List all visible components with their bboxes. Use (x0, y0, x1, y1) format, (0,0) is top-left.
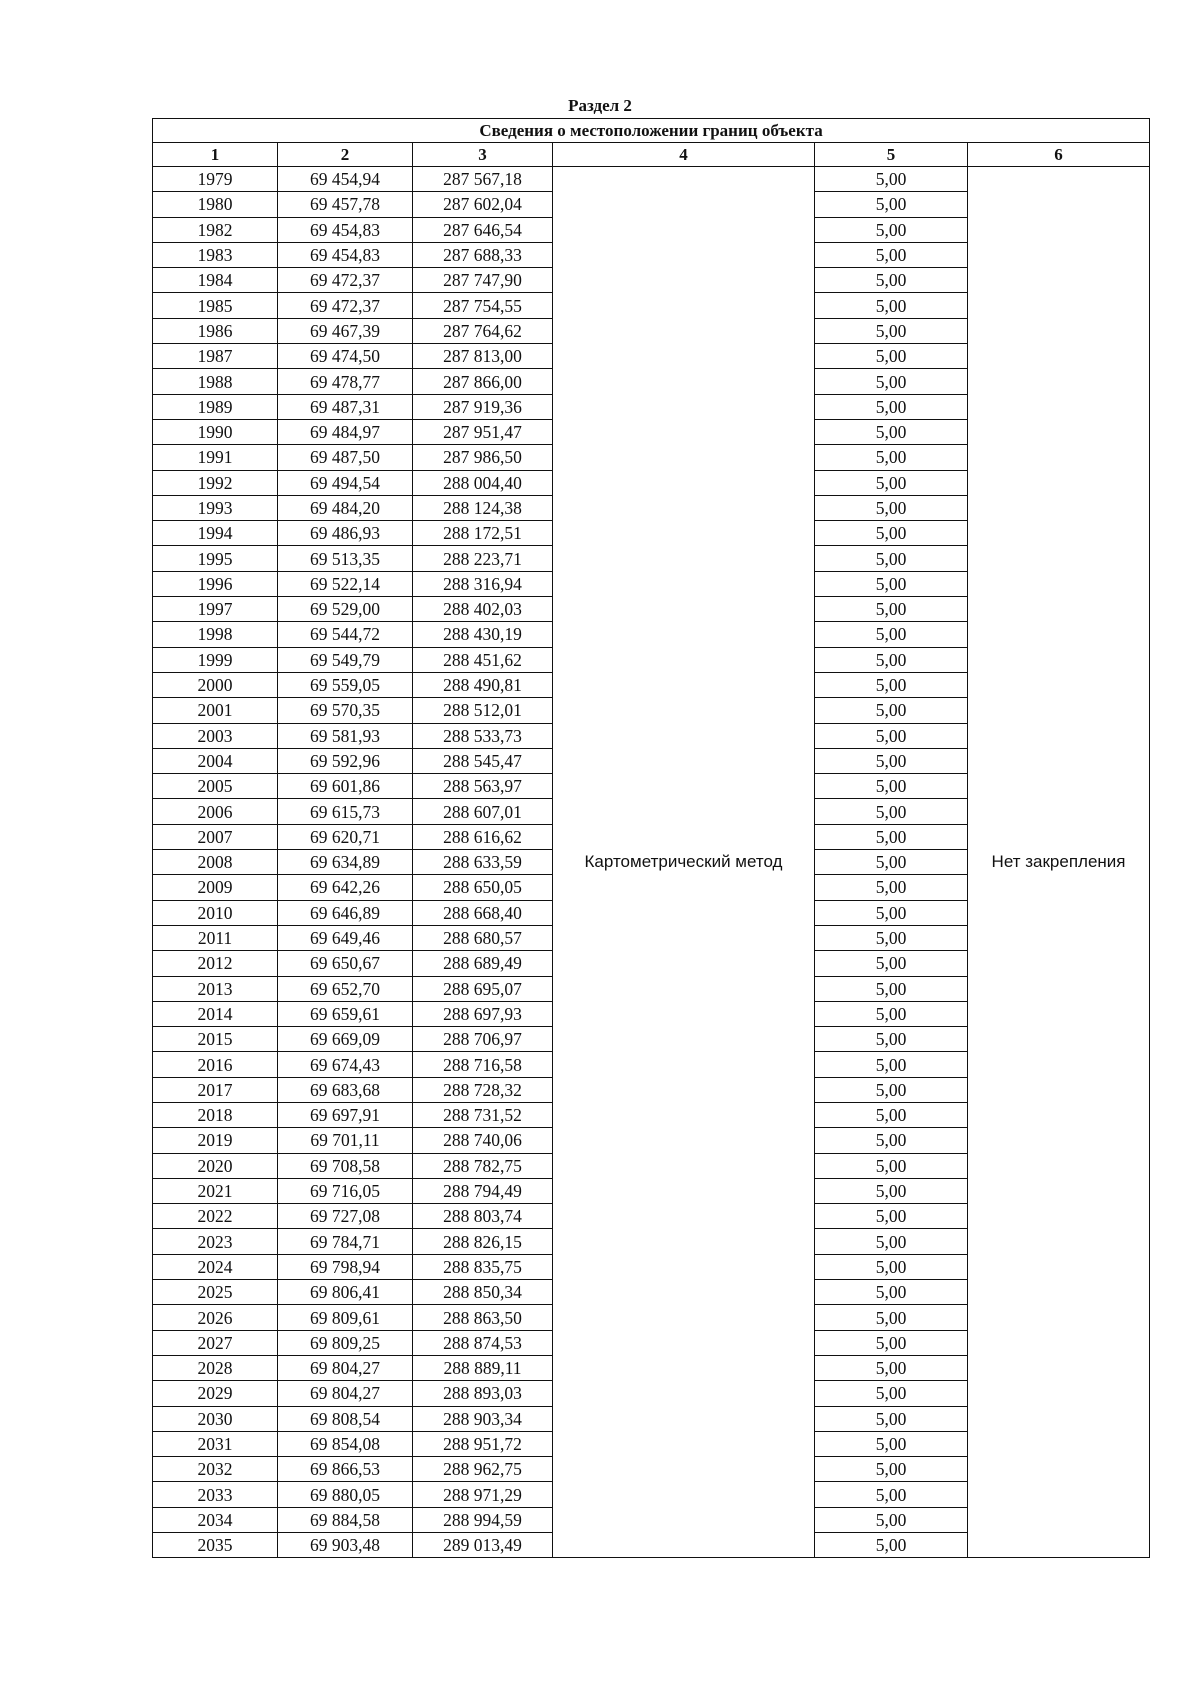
precision-cell: 5,00 (815, 546, 968, 571)
point-number-cell: 1985 (153, 293, 278, 318)
point-number-cell: 2021 (153, 1178, 278, 1203)
precision-cell: 5,00 (815, 1001, 968, 1026)
precision-cell: 5,00 (815, 647, 968, 672)
method-cell: Картометрический метод (553, 167, 815, 1558)
point-number-cell: 2016 (153, 1052, 278, 1077)
x-coordinate-cell: 69 457,78 (278, 192, 413, 217)
point-number-cell: 1986 (153, 318, 278, 343)
y-coordinate-cell: 288 316,94 (413, 571, 553, 596)
precision-cell: 5,00 (815, 951, 968, 976)
y-coordinate-cell: 289 013,49 (413, 1533, 553, 1558)
precision-cell: 5,00 (815, 900, 968, 925)
column-header-1: 1 (153, 143, 278, 167)
point-number-cell: 2013 (153, 976, 278, 1001)
point-number-cell: 1983 (153, 242, 278, 267)
y-coordinate-cell: 287 813,00 (413, 344, 553, 369)
x-coordinate-cell: 69 487,31 (278, 394, 413, 419)
x-coordinate-cell: 69 522,14 (278, 571, 413, 596)
x-coordinate-cell: 69 484,97 (278, 419, 413, 444)
point-number-cell: 2008 (153, 850, 278, 875)
point-number-cell: 2012 (153, 951, 278, 976)
precision-cell: 5,00 (815, 1153, 968, 1178)
y-coordinate-cell: 288 835,75 (413, 1254, 553, 1279)
precision-cell: 5,00 (815, 799, 968, 824)
point-number-cell: 2006 (153, 799, 278, 824)
y-coordinate-cell: 288 697,93 (413, 1001, 553, 1026)
precision-cell: 5,00 (815, 774, 968, 799)
y-coordinate-cell: 287 986,50 (413, 445, 553, 470)
precision-cell: 5,00 (815, 521, 968, 546)
point-number-cell: 2019 (153, 1128, 278, 1153)
precision-cell: 5,00 (815, 1102, 968, 1127)
x-coordinate-cell: 69 472,37 (278, 293, 413, 318)
point-number-cell: 2005 (153, 774, 278, 799)
y-coordinate-cell: 287 602,04 (413, 192, 553, 217)
column-header-4: 4 (553, 143, 815, 167)
x-coordinate-cell: 69 454,94 (278, 167, 413, 192)
precision-cell: 5,00 (815, 597, 968, 622)
point-number-cell: 2029 (153, 1381, 278, 1406)
x-coordinate-cell: 69 513,35 (278, 546, 413, 571)
y-coordinate-cell: 288 689,49 (413, 951, 553, 976)
x-coordinate-cell: 69 549,79 (278, 647, 413, 672)
point-number-cell: 2011 (153, 925, 278, 950)
precision-cell: 5,00 (815, 445, 968, 470)
point-number-cell: 2033 (153, 1482, 278, 1507)
x-coordinate-cell: 69 804,27 (278, 1355, 413, 1380)
precision-cell: 5,00 (815, 976, 968, 1001)
precision-cell: 5,00 (815, 1027, 968, 1052)
x-coordinate-cell: 69 701,11 (278, 1128, 413, 1153)
y-coordinate-cell: 288 650,05 (413, 875, 553, 900)
x-coordinate-cell: 69 716,05 (278, 1178, 413, 1203)
precision-cell: 5,00 (815, 394, 968, 419)
point-number-cell: 1984 (153, 268, 278, 293)
precision-cell: 5,00 (815, 192, 968, 217)
precision-cell: 5,00 (815, 495, 968, 520)
x-coordinate-cell: 69 708,58 (278, 1153, 413, 1178)
y-coordinate-cell: 288 607,01 (413, 799, 553, 824)
precision-cell: 5,00 (815, 1381, 968, 1406)
point-number-cell: 1997 (153, 597, 278, 622)
x-coordinate-cell: 69 601,86 (278, 774, 413, 799)
y-coordinate-cell: 288 903,34 (413, 1406, 553, 1431)
y-coordinate-cell: 288 490,81 (413, 672, 553, 697)
boundary-coordinates-table (152, 118, 1150, 1558)
point-number-cell: 1996 (153, 571, 278, 596)
point-number-cell: 2025 (153, 1280, 278, 1305)
precision-cell: 5,00 (815, 748, 968, 773)
y-coordinate-cell: 287 747,90 (413, 268, 553, 293)
x-coordinate-cell: 69 669,09 (278, 1027, 413, 1052)
y-coordinate-cell: 288 826,15 (413, 1229, 553, 1254)
y-coordinate-cell: 288 782,75 (413, 1153, 553, 1178)
y-coordinate-cell: 288 962,75 (413, 1457, 553, 1482)
precision-cell: 5,00 (815, 1178, 968, 1203)
x-coordinate-cell: 69 472,37 (278, 268, 413, 293)
precision-cell: 5,00 (815, 217, 968, 242)
y-coordinate-cell: 288 740,06 (413, 1128, 553, 1153)
y-coordinate-cell: 287 919,36 (413, 394, 553, 419)
y-coordinate-cell: 287 866,00 (413, 369, 553, 394)
precision-cell: 5,00 (815, 293, 968, 318)
table-row (153, 167, 1150, 192)
y-coordinate-cell: 288 889,11 (413, 1355, 553, 1380)
precision-cell: 5,00 (815, 1305, 968, 1330)
precision-cell: 5,00 (815, 268, 968, 293)
point-number-cell: 1980 (153, 192, 278, 217)
x-coordinate-cell: 69 615,73 (278, 799, 413, 824)
x-coordinate-cell: 69 854,08 (278, 1431, 413, 1456)
y-coordinate-cell: 288 430,19 (413, 622, 553, 647)
x-coordinate-cell: 69 866,53 (278, 1457, 413, 1482)
point-number-cell: 1979 (153, 167, 278, 192)
precision-cell: 5,00 (815, 1507, 968, 1532)
point-number-cell: 2004 (153, 748, 278, 773)
table-caption-row (153, 119, 1150, 143)
y-coordinate-cell: 288 004,40 (413, 470, 553, 495)
point-number-cell: 1990 (153, 419, 278, 444)
precision-cell: 5,00 (815, 1330, 968, 1355)
y-coordinate-cell: 287 567,18 (413, 167, 553, 192)
precision-cell: 5,00 (815, 1431, 968, 1456)
x-coordinate-cell: 69 570,35 (278, 698, 413, 723)
y-coordinate-cell: 288 124,38 (413, 495, 553, 520)
x-coordinate-cell: 69 808,54 (278, 1406, 413, 1431)
x-coordinate-cell: 69 474,50 (278, 344, 413, 369)
x-coordinate-cell: 69 809,61 (278, 1305, 413, 1330)
x-coordinate-cell: 69 697,91 (278, 1102, 413, 1127)
y-coordinate-cell: 288 533,73 (413, 723, 553, 748)
precision-cell: 5,00 (815, 419, 968, 444)
point-number-cell: 1988 (153, 369, 278, 394)
y-coordinate-cell: 288 668,40 (413, 900, 553, 925)
y-coordinate-cell: 288 850,34 (413, 1280, 553, 1305)
x-coordinate-cell: 69 652,70 (278, 976, 413, 1001)
x-coordinate-cell: 69 809,25 (278, 1330, 413, 1355)
x-coordinate-cell: 69 804,27 (278, 1381, 413, 1406)
y-coordinate-cell: 287 951,47 (413, 419, 553, 444)
point-number-cell: 2018 (153, 1102, 278, 1127)
point-number-cell: 2034 (153, 1507, 278, 1532)
precision-cell: 5,00 (815, 672, 968, 697)
y-coordinate-cell: 288 402,03 (413, 597, 553, 622)
point-number-cell: 2022 (153, 1204, 278, 1229)
x-coordinate-cell: 69 592,96 (278, 748, 413, 773)
x-coordinate-cell: 69 806,41 (278, 1280, 413, 1305)
column-header-2: 2 (278, 143, 413, 167)
y-coordinate-cell: 288 223,71 (413, 546, 553, 571)
point-number-cell: 2032 (153, 1457, 278, 1482)
point-number-cell: 1989 (153, 394, 278, 419)
y-coordinate-cell: 288 680,57 (413, 925, 553, 950)
x-coordinate-cell: 69 674,43 (278, 1052, 413, 1077)
point-number-cell: 2023 (153, 1229, 278, 1254)
y-coordinate-cell: 287 754,55 (413, 293, 553, 318)
x-coordinate-cell: 69 454,83 (278, 242, 413, 267)
point-number-cell: 1999 (153, 647, 278, 672)
x-coordinate-cell: 69 454,83 (278, 217, 413, 242)
y-coordinate-cell: 288 874,53 (413, 1330, 553, 1355)
x-coordinate-cell: 69 683,68 (278, 1077, 413, 1102)
y-coordinate-cell: 288 512,01 (413, 698, 553, 723)
x-coordinate-cell: 69 486,93 (278, 521, 413, 546)
point-number-cell: 2007 (153, 824, 278, 849)
precision-cell: 5,00 (815, 1457, 968, 1482)
y-coordinate-cell: 288 633,59 (413, 850, 553, 875)
point-number-cell: 2003 (153, 723, 278, 748)
y-coordinate-cell: 288 563,97 (413, 774, 553, 799)
point-number-cell: 2035 (153, 1533, 278, 1558)
y-coordinate-cell: 287 764,62 (413, 318, 553, 343)
fixing-cell: Нет закрепления (968, 167, 1150, 1558)
point-number-cell: 1991 (153, 445, 278, 470)
precision-cell: 5,00 (815, 875, 968, 900)
point-number-cell: 2014 (153, 1001, 278, 1026)
precision-cell: 5,00 (815, 1482, 968, 1507)
precision-cell: 5,00 (815, 1077, 968, 1102)
precision-cell: 5,00 (815, 824, 968, 849)
y-coordinate-cell: 287 646,54 (413, 217, 553, 242)
precision-cell: 5,00 (815, 369, 968, 394)
point-number-cell: 2010 (153, 900, 278, 925)
x-coordinate-cell: 69 467,39 (278, 318, 413, 343)
x-coordinate-cell: 69 884,58 (278, 1507, 413, 1532)
precision-cell: 5,00 (815, 698, 968, 723)
precision-cell: 5,00 (815, 571, 968, 596)
x-coordinate-cell: 69 642,26 (278, 875, 413, 900)
precision-cell: 5,00 (815, 1204, 968, 1229)
y-coordinate-cell: 288 794,49 (413, 1178, 553, 1203)
x-coordinate-cell: 69 903,48 (278, 1533, 413, 1558)
y-coordinate-cell: 288 803,74 (413, 1204, 553, 1229)
precision-cell: 5,00 (815, 344, 968, 369)
point-number-cell: 2020 (153, 1153, 278, 1178)
x-coordinate-cell: 69 529,00 (278, 597, 413, 622)
point-number-cell: 2024 (153, 1254, 278, 1279)
precision-cell: 5,00 (815, 1229, 968, 1254)
section-title: Раздел 2 (568, 96, 632, 115)
precision-cell: 5,00 (815, 1128, 968, 1153)
x-coordinate-cell: 69 487,50 (278, 445, 413, 470)
x-coordinate-cell: 69 484,20 (278, 495, 413, 520)
y-coordinate-cell: 288 951,72 (413, 1431, 553, 1456)
x-coordinate-cell: 69 544,72 (278, 622, 413, 647)
y-coordinate-cell: 288 728,32 (413, 1077, 553, 1102)
y-coordinate-cell: 288 731,52 (413, 1102, 553, 1127)
point-number-cell: 2028 (153, 1355, 278, 1380)
y-coordinate-cell: 288 451,62 (413, 647, 553, 672)
y-coordinate-cell: 288 994,59 (413, 1507, 553, 1532)
precision-cell: 5,00 (815, 1533, 968, 1558)
x-coordinate-cell: 69 634,89 (278, 850, 413, 875)
precision-cell: 5,00 (815, 1280, 968, 1305)
x-coordinate-cell: 69 784,71 (278, 1229, 413, 1254)
x-coordinate-cell: 69 659,61 (278, 1001, 413, 1026)
point-number-cell: 2015 (153, 1027, 278, 1052)
x-coordinate-cell: 69 649,46 (278, 925, 413, 950)
precision-cell: 5,00 (815, 723, 968, 748)
precision-cell: 5,00 (815, 1254, 968, 1279)
point-number-cell: 1992 (153, 470, 278, 495)
point-number-cell: 1995 (153, 546, 278, 571)
x-coordinate-cell: 69 559,05 (278, 672, 413, 697)
precision-cell: 5,00 (815, 167, 968, 192)
point-number-cell: 2031 (153, 1431, 278, 1456)
point-number-cell: 1994 (153, 521, 278, 546)
x-coordinate-cell: 69 727,08 (278, 1204, 413, 1229)
point-number-cell: 2009 (153, 875, 278, 900)
table-body (153, 167, 1150, 1558)
precision-cell: 5,00 (815, 1355, 968, 1380)
point-number-cell: 2000 (153, 672, 278, 697)
y-coordinate-cell: 288 706,97 (413, 1027, 553, 1052)
point-number-cell: 1987 (153, 344, 278, 369)
y-coordinate-cell: 288 545,47 (413, 748, 553, 773)
x-coordinate-cell: 69 798,94 (278, 1254, 413, 1279)
x-coordinate-cell: 69 581,93 (278, 723, 413, 748)
x-coordinate-cell: 69 646,89 (278, 900, 413, 925)
column-header-5: 5 (815, 143, 968, 167)
table-caption: Сведения о местоположении границ объекта (153, 119, 1150, 143)
precision-cell: 5,00 (815, 622, 968, 647)
x-coordinate-cell: 69 494,54 (278, 470, 413, 495)
point-number-cell: 1998 (153, 622, 278, 647)
y-coordinate-cell: 288 716,58 (413, 1052, 553, 1077)
precision-cell: 5,00 (815, 925, 968, 950)
x-coordinate-cell: 69 478,77 (278, 369, 413, 394)
point-number-cell: 1993 (153, 495, 278, 520)
precision-cell: 5,00 (815, 470, 968, 495)
point-number-cell: 1982 (153, 217, 278, 242)
point-number-cell: 2027 (153, 1330, 278, 1355)
column-header-row (153, 143, 1150, 167)
y-coordinate-cell: 287 688,33 (413, 242, 553, 267)
y-coordinate-cell: 288 893,03 (413, 1381, 553, 1406)
precision-cell: 5,00 (815, 1406, 968, 1431)
x-coordinate-cell: 69 650,67 (278, 951, 413, 976)
point-number-cell: 2001 (153, 698, 278, 723)
precision-cell: 5,00 (815, 850, 968, 875)
y-coordinate-cell: 288 971,29 (413, 1482, 553, 1507)
y-coordinate-cell: 288 863,50 (413, 1305, 553, 1330)
x-coordinate-cell: 69 880,05 (278, 1482, 413, 1507)
y-coordinate-cell: 288 695,07 (413, 976, 553, 1001)
precision-cell: 5,00 (815, 1052, 968, 1077)
point-number-cell: 2030 (153, 1406, 278, 1431)
column-header-3: 3 (413, 143, 553, 167)
y-coordinate-cell: 288 616,62 (413, 824, 553, 849)
point-number-cell: 2017 (153, 1077, 278, 1102)
column-header-6: 6 (968, 143, 1150, 167)
precision-cell: 5,00 (815, 242, 968, 267)
precision-cell: 5,00 (815, 318, 968, 343)
x-coordinate-cell: 69 620,71 (278, 824, 413, 849)
y-coordinate-cell: 288 172,51 (413, 521, 553, 546)
point-number-cell: 2026 (153, 1305, 278, 1330)
